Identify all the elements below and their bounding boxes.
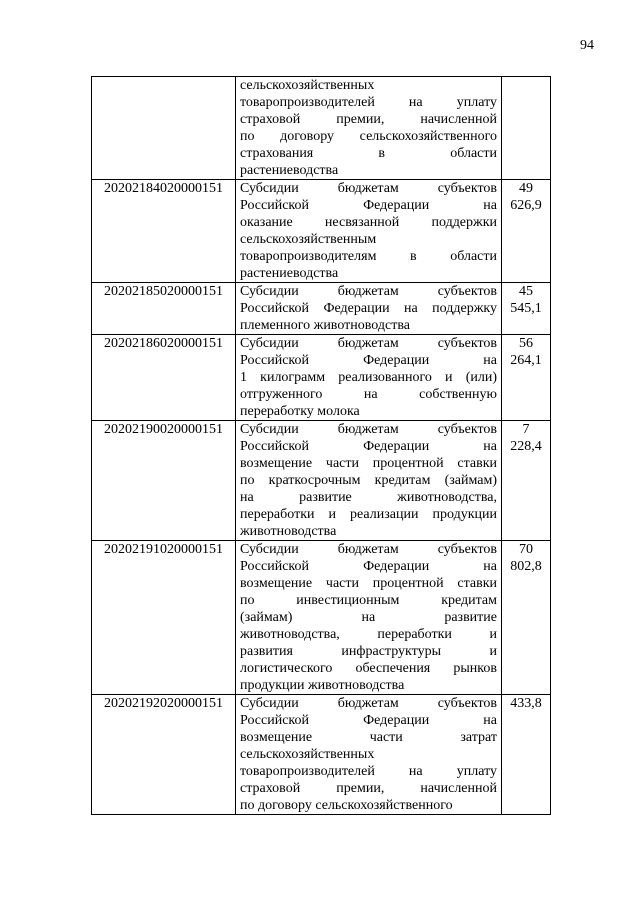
description-line: Субсидии бюджетам субъектов bbox=[240, 696, 497, 711]
description-line: отгруженного на собственную bbox=[240, 387, 497, 402]
classification-code-cell: 20202186020000151 bbox=[92, 335, 236, 421]
description-line: возмещение части затрат bbox=[240, 730, 497, 745]
description-line: продукции животноводства bbox=[240, 678, 405, 693]
classification-code-cell: 20202190020000151 bbox=[92, 421, 236, 541]
description-line: Субсидии бюджетам субъектов bbox=[240, 336, 497, 351]
amount-cell: 7 228,4 bbox=[502, 421, 551, 541]
page-number: 94 bbox=[580, 38, 594, 53]
description-line: переработки и реализации продукции bbox=[240, 507, 497, 522]
description-line: 1 килограмм реализованного и (или) bbox=[240, 370, 497, 385]
description-line: Российской Федерации на поддержку bbox=[240, 301, 497, 316]
description-line: страхования в области bbox=[240, 146, 497, 161]
table-row bbox=[92, 335, 551, 421]
description-line: племенного животноводства bbox=[240, 318, 410, 333]
description-line: возмещение части процентной ставки bbox=[240, 576, 497, 591]
description-line: по договору сельскохозяйственного bbox=[240, 129, 497, 144]
table-row bbox=[92, 421, 551, 541]
description-line: возмещение части процентной ставки bbox=[240, 456, 497, 471]
description-line: животноводства bbox=[240, 524, 337, 539]
description-line: Субсидии бюджетам субъектов bbox=[240, 542, 497, 557]
description-line: Российской Федерации на bbox=[240, 353, 497, 368]
amount-cell: 56 264,1 bbox=[502, 335, 551, 421]
description-line: товаропроизводителям в области bbox=[240, 249, 497, 264]
classification-code-cell: 20202185020000151 bbox=[92, 283, 236, 335]
classification-code-cell bbox=[92, 77, 236, 180]
description-line: логистического обеспечения рынков bbox=[240, 661, 497, 676]
description-line: переработку молока bbox=[240, 404, 360, 419]
amount-cell: 433,8 bbox=[502, 695, 551, 815]
description-line: по договору сельскохозяйственного bbox=[240, 798, 453, 813]
description-cell bbox=[236, 283, 502, 335]
classification-code-cell: 20202184020000151 bbox=[92, 180, 236, 283]
description-cell bbox=[236, 77, 502, 180]
description-line: развития инфраструктуры и bbox=[240, 644, 497, 659]
table-row bbox=[92, 283, 551, 335]
description-line: сельскохозяйственных bbox=[240, 78, 375, 93]
budget-table bbox=[91, 76, 551, 815]
description-line: страховой премии, начисленной bbox=[240, 781, 497, 796]
description-cell bbox=[236, 421, 502, 541]
classification-code-cell: 20202191020000151 bbox=[92, 541, 236, 695]
description-line: товаропроизводителей на уплату bbox=[240, 764, 497, 779]
budget-table-body bbox=[92, 77, 551, 815]
description-cell bbox=[236, 695, 502, 815]
description-cell bbox=[236, 180, 502, 283]
description-line: растениеводства bbox=[240, 163, 339, 178]
description-line: Субсидии бюджетам субъектов bbox=[240, 422, 497, 437]
description-line: Российской Федерации на bbox=[240, 713, 497, 728]
table-row bbox=[92, 180, 551, 283]
description-line: по инвестиционным кредитам bbox=[240, 593, 497, 608]
description-line: товаропроизводителей на уплату bbox=[240, 95, 497, 110]
description-line: Субсидии бюджетам субъектов bbox=[240, 181, 497, 196]
amount-cell bbox=[502, 77, 551, 180]
description-line: Российской Федерации на bbox=[240, 198, 497, 213]
description-cell bbox=[236, 541, 502, 695]
table-row bbox=[92, 77, 551, 180]
description-line: Российской Федерации на bbox=[240, 559, 497, 574]
description-cell bbox=[236, 335, 502, 421]
description-line: Российской Федерации на bbox=[240, 439, 497, 454]
description-line: страховой премии, начисленной bbox=[240, 112, 497, 127]
classification-code-cell: 20202192020000151 bbox=[92, 695, 236, 815]
amount-cell: 70 802,8 bbox=[502, 541, 551, 695]
description-line: сельскохозяйственным bbox=[240, 232, 377, 247]
amount-cell: 49 626,9 bbox=[502, 180, 551, 283]
amount-cell: 45 545,1 bbox=[502, 283, 551, 335]
description-line: (займам) на развитие bbox=[240, 610, 497, 625]
description-line: по краткосрочным кредитам (займам) bbox=[240, 473, 497, 488]
table-row bbox=[92, 541, 551, 695]
description-line: Субсидии бюджетам субъектов bbox=[240, 284, 497, 299]
description-line: растениеводства bbox=[240, 266, 339, 281]
description-line: сельскохозяйственных bbox=[240, 747, 375, 762]
description-line: оказание несвязанной поддержки bbox=[240, 215, 497, 230]
description-line: животноводства, переработки и bbox=[240, 627, 497, 642]
description-line: на развитие животноводства, bbox=[240, 490, 497, 505]
table-row bbox=[92, 695, 551, 815]
